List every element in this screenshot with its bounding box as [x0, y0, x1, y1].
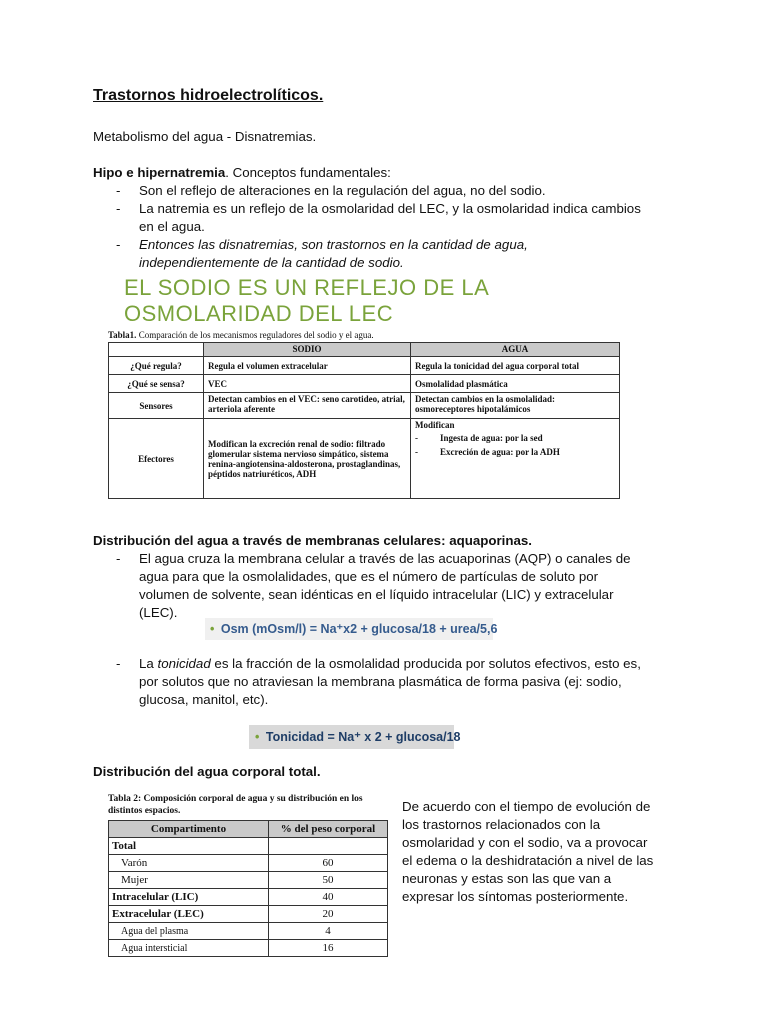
tonicity-formula-text: Tonicidad = Na⁺ x 2 + glucosa/18: [265, 730, 461, 744]
section1-heading-bold: Hipo e hipernatremia: [93, 165, 226, 180]
table-row: [109, 906, 388, 923]
table2-value: 60: [269, 855, 388, 872]
table-row: [109, 923, 388, 940]
table1-caption-label: Tabla1.: [108, 330, 137, 340]
table1: [108, 342, 620, 499]
osmolarity-formula-text: Osm (mOsm/l) = Na⁺x2 + glucosa/18 + urea/5,6: [220, 622, 498, 636]
table1-cell: Modifican la excreción renal de sodio: filtrado glomerular sistema nervioso simpático, sistema renina-angiotensina-aldosterona, prostaglandinas, péptidos natriuréticos, ADH: [204, 419, 411, 499]
paragraph-line: [139, 655, 641, 673]
paragraph-line: volumen de solvente, sean idénticas en el líquido intracelular (LIC) y extracelular: [139, 587, 614, 602]
table-row: [109, 889, 388, 906]
paragraph-text: es la fracción de la osmolalidad producida por solutos efectivos, esto es,: [210, 656, 641, 671]
table-row: [109, 872, 388, 889]
bullet-icon: •: [210, 622, 215, 636]
side-paragraph-line: neuronas y estas son las que van a: [402, 871, 612, 886]
table2-value: 4: [269, 923, 388, 940]
table1-cell: Regula el volumen extracelular: [204, 357, 411, 375]
efectores-agua-item: [415, 433, 615, 443]
table1-cell: [411, 419, 620, 499]
paragraph-line: por solutos que no atraviesan la membrana plasmática de forma pasiva (ej: sodio,: [139, 674, 622, 689]
osmolarity-formula: [205, 618, 498, 640]
list-item: Entonces las disnatremias, son trastornos en la cantidad de agua,: [139, 237, 528, 252]
table1-cell: Detectan cambios en la osmolalidad: osmoreceptores hipotalámicos: [411, 393, 620, 419]
table1-cell: Detectan cambios en el VEC: seno carotideo, atrial, arteriola aferente: [204, 393, 411, 419]
list-dash: -: [116, 183, 121, 198]
side-paragraph-line: expresar los síntomas posteriormente.: [402, 889, 629, 904]
table2-caption: Tabla 2: Composición corporal de agua y su distribución en los distintos espacios.: [108, 794, 363, 816]
section1-heading: [93, 164, 391, 182]
list-dash: -: [116, 551, 121, 566]
list-dash: -: [116, 237, 121, 252]
table-row: [109, 940, 388, 957]
figure-headline-2: OSMOLARIDAD DEL LEC: [124, 301, 394, 326]
table2-cell: Total: [109, 838, 269, 855]
list-item: La natremia es un reflejo de la osmolaridad del LEC, y la osmolaridad indica cambios: [139, 201, 641, 216]
table2-value: 16: [269, 940, 388, 957]
table2-value: 20: [269, 906, 388, 923]
table1-cell: Osmolalidad plasmática: [411, 375, 620, 393]
table1-row-key: Efectores: [109, 419, 204, 499]
paragraph-italic-term: tonicidad: [157, 656, 211, 671]
side-paragraph-line: De acuerdo con el tiempo de evolución de: [402, 799, 651, 814]
table2-cell: Agua intersticial: [109, 940, 269, 957]
table2-cell: Agua del plasma: [109, 923, 269, 940]
table1-caption-text: Comparación de los mecanismos reguladores del sodio y el agua.: [136, 330, 374, 340]
table2-cell: Varón: [109, 855, 269, 872]
table2: [108, 820, 388, 957]
side-paragraph-line: osmolaridad y con el sodio, va a provocar: [402, 835, 648, 850]
table2-value: [269, 838, 388, 855]
list-item-continuation: independientemente de la cantidad de sodio.: [139, 255, 404, 270]
figure-headline-1: EL SODIO ES UN REFLEJO DE LA: [124, 275, 490, 300]
paragraph-line: El agua cruza la membrana celular a través de las acuaporinas (AQP) o canales de: [139, 551, 631, 566]
subtitle: Metabolismo del agua - Disnatremias.: [93, 129, 317, 144]
table-row: [109, 838, 388, 855]
list-dash: -: [415, 433, 418, 443]
table2-value: 50: [269, 872, 388, 889]
table1-row-key: ¿Qué regula?: [109, 357, 204, 375]
table2-cell: Mujer: [109, 872, 269, 889]
list-dash: -: [415, 447, 418, 457]
efectores-agua-item-text: Excreción de agua: por la ADH: [440, 447, 560, 457]
paragraph-text: La: [139, 656, 158, 671]
paragraph-line: glucosa, manitol, etc).: [139, 692, 269, 707]
list-item: Son el reflejo de alteraciones en la regulación del agua, no del sodio.: [139, 183, 546, 198]
table2-header-compartment: Compartimento: [109, 821, 269, 838]
list-item-continuation: en el agua.: [139, 219, 205, 234]
tonicity-formula: [249, 725, 461, 749]
paragraph-line: agua para que la osmolalidades, que es el número de partículas de soluto por: [139, 569, 599, 584]
paragraph-line: (LEC).: [139, 605, 178, 620]
table1-header-sodio: SODIO: [204, 343, 411, 357]
table1-corner: [109, 343, 204, 357]
efectores-agua-title: Modifican: [415, 420, 455, 430]
table1-row-key: Sensores: [109, 393, 204, 419]
bullet-icon: •: [255, 730, 260, 744]
list-dash: -: [116, 201, 121, 216]
table1-caption: [108, 330, 374, 340]
table-row: [109, 855, 388, 872]
table2-cell: Intracelular (LIC): [109, 889, 269, 906]
section3-heading: Distribución del agua corporal total.: [93, 764, 321, 779]
side-paragraph-line: los trastornos relacionados con la: [402, 817, 601, 832]
section1-heading-rest: . Conceptos fundamentales:: [225, 165, 391, 180]
table2-value: 40: [269, 889, 388, 906]
sodium-comparison-figure: [106, 270, 621, 512]
table1-row-key: ¿Qué se sensa?: [109, 375, 204, 393]
efectores-agua-item-text: Ingesta de agua: por la sed: [440, 433, 543, 443]
page-title: Trastornos hidroelectrolíticos.: [93, 87, 324, 104]
table1-cell: Regula la tonicidad del agua corporal total: [411, 357, 620, 375]
section2-heading: Distribución del agua a través de membranas celulares: aquaporinas.: [93, 533, 532, 548]
list-dash: -: [116, 656, 121, 671]
table1-cell: VEC: [204, 375, 411, 393]
table1-header-agua: AGUA: [411, 343, 620, 357]
table2-header-percent: % del peso corporal: [269, 821, 388, 838]
efectores-agua-item: [415, 447, 615, 457]
side-paragraph-line: el edema o la deshidratación a nivel de las: [402, 853, 654, 868]
body-water-table-figure: [105, 790, 389, 970]
table2-cell: Extracelular (LEC): [109, 906, 269, 923]
